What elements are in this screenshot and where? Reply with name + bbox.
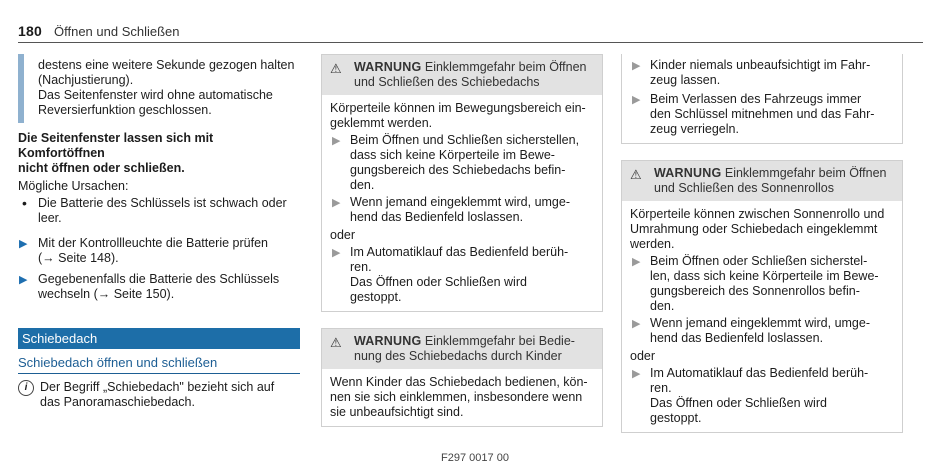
action-step [630,254,894,314]
text-line: sie unbeaufsichtigt sind. [330,405,464,419]
text-line: wechseln (→ Seite 150). [38,287,175,301]
column-left [18,54,300,410]
step-arrow-icon: ▶ [632,94,641,106]
warning-keyword: WARNUNG [654,166,722,180]
text-line: Mit der Kontrollleuchte die Batterie prüfen [38,236,268,250]
action-step [330,133,594,193]
text-line: Beim Öffnen und Schließen sicherstellen, [350,133,580,147]
problem-heading-line: nicht öffnen oder schließen. [18,161,185,175]
step-arrow-icon: ▶ [332,197,341,209]
column-middle [321,54,603,427]
text-line: gungsbereich des Schiebedachs befin- [350,163,566,177]
warning-title: und Schließen des Schiebedachs [354,75,540,89]
text-line: ren. [650,381,672,395]
warning-keyword: WARNUNG [354,60,422,74]
text-line: zeug verriegeln. [650,122,739,136]
info-icon: i [18,380,34,396]
warning-body [322,95,602,311]
action-step [330,195,594,225]
text-line: Wenn Kinder das Schiebedach bedienen, kön- [330,375,588,389]
step-arrow-icon: ▶ [632,368,641,380]
text-line: Die Batterie des Schlüssels ist schwach oder [38,196,287,210]
text-line: werden. [630,237,675,251]
text-line: Wenn jemand eingeklemmt wird, umge- [350,195,571,209]
text-line: Das Seitenfenster wird ohne automatische [38,88,273,102]
text-line: nen sie sich einklemmen, insbesondere wenn [330,390,583,404]
text-line: (Nachjustierung). [38,73,134,87]
warning-title: Einklemmgefahr bei Bedie- [424,334,575,348]
text-line: zeug lassen. [650,73,721,87]
warning-header [322,55,602,95]
text-line: den. [350,178,375,192]
text-line: hend das Bedienfeld loslassen. [650,331,824,345]
action-step [630,58,894,88]
step-arrow-icon: ▶ [632,318,641,330]
action-step [330,245,594,305]
text-line: das Panoramaschiebedach. [40,395,195,409]
text-line: hend das Bedienfeld loslassen. [350,210,524,224]
warning-header [622,161,902,201]
warning-box [321,328,603,427]
action-step [630,92,894,137]
warning-title: Einklemmgefahr beim Öffnen [724,166,887,180]
text-line: gungsbereich des Sonnenrollos befin- [650,284,860,298]
text-line: Das Öffnen oder Schließen wird [650,396,827,410]
step-arrow-icon: ▶ [19,274,28,286]
warning-box-continued [621,54,903,144]
step-arrow-icon: ▶ [19,238,28,250]
chapter-title: Öffnen und Schließen [54,24,180,39]
warning-body [322,369,602,426]
text-line: Der Begriff „Schiebedach" bezieht sich auf [40,380,275,394]
warning-body [622,201,902,432]
text-line: Reversierfunktion geschlossen. [38,103,212,117]
step-arrow-icon: ▶ [632,60,641,72]
step-arrow-icon: ▶ [332,247,341,259]
warning-header [322,329,602,369]
text-line: len, dass sich keine Körperteile im Bewe- [650,269,879,283]
text-line: leer. [38,211,62,225]
warning-keyword: WARNUNG [354,334,422,348]
text-line: Gegebenenfalls die Batterie des Schlüssels [38,272,280,286]
warning-triangle-icon: ⚠ [330,335,342,350]
text-line: Kinder niemals unbeaufsichtigt im Fahr- [650,58,871,72]
section-title: Schiebedach [18,328,300,349]
text-line: den Schlüssel mitnehmen und das Fahr- [650,107,875,121]
action-step [630,366,894,426]
text-line: gestoppt. [650,411,702,425]
text-line: gestoppt. [350,290,402,304]
text-line: Beim Öffnen oder Schließen sicherstel- [650,254,868,268]
column-right [621,54,903,433]
text-line: Umrahmung oder Schiebedach eingeklemmt [630,222,878,236]
text-line: dass sich keine Körperteile im Bewe- [350,148,555,162]
page-number: 180 [18,23,42,39]
text-line: Beim Verlassen des Fahrzeugs immer [650,92,862,106]
text-line: (→ Seite 148). [38,251,119,265]
text-line: Körperteile können zwischen Sonnenrollo und [630,207,885,221]
info-note [18,380,300,410]
problem-heading-line: Die Seitenfenster lassen sich mit Komfortöffnen [18,131,214,160]
action-step [18,272,300,302]
text-line: Im Automatiklauf das Bedienfeld berüh- [350,245,569,259]
continued-step-block [18,54,300,123]
text-line: Körperteile können im Bewegungsbereich ein- [330,101,586,115]
step-arrow-icon: ▶ [632,256,641,268]
text-line: geklemmt werden. [330,116,433,130]
bullet-dot-icon: • [22,195,27,211]
action-step [18,236,300,266]
warning-title: nung des Schiebedachs durch Kinder [354,349,562,363]
page-header [18,22,923,43]
text-line: Im Automatiklauf das Bedienfeld berüh- [650,366,869,380]
step-arrow-icon: ▶ [332,135,341,147]
warning-title: und Schließen des Sonnenrollos [654,181,834,195]
text-line: Das Öffnen oder Schließen wird [350,275,527,289]
causes-label: Mögliche Ursachen: [18,179,129,193]
text-line: ren. [350,260,372,274]
text-line: destens eine weitere Sekunde gezogen halten [38,58,295,72]
document-code: F297 0017 00 [441,452,509,464]
text-line: Wenn jemand eingeklemmt wird, umge- [650,316,871,330]
or-label: oder [630,349,656,363]
or-label: oder [330,228,356,242]
warning-triangle-icon: ⚠ [330,61,342,76]
action-step [630,316,894,346]
warning-box [621,160,903,433]
warning-triangle-icon: ⚠ [630,167,642,182]
warning-body [622,54,902,143]
warning-title: Einklemmgefahr beim Öffnen [424,60,587,74]
warning-box [321,54,603,312]
cause-bullet [18,196,300,226]
text-line: den. [650,299,675,313]
subsection-title: Schiebedach öffnen und schließen [18,352,300,374]
